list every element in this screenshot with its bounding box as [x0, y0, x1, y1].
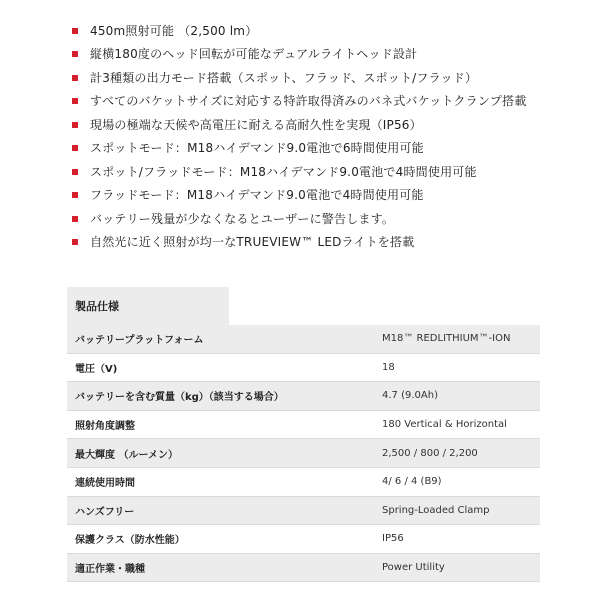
spec-row	[67, 439, 540, 468]
spec-row	[67, 554, 540, 583]
spec-value: 180 Vertical & Horizontal	[382, 419, 507, 431]
bullet-icon	[72, 145, 78, 151]
feature-item	[72, 184, 592, 208]
feature-item	[72, 113, 592, 137]
feature-item	[72, 160, 592, 184]
spec-key: 照射角度調整	[75, 421, 135, 433]
spec-value: Power Utility	[382, 562, 445, 574]
bullet-icon	[72, 98, 78, 104]
feature-text: 縦横180度のヘッド回転が可能なデュアルライトヘッド設計	[90, 47, 418, 62]
spec-value: Spring-Loaded Clamp	[382, 504, 490, 516]
bullet-icon	[72, 75, 78, 81]
spec-key: バッテリーを含む質量（kg）（該当する場合）	[75, 392, 284, 404]
spec-row	[67, 525, 540, 554]
feature-text: フラッドモード：M18ハイデマンド9.0電池で4時間使用可能	[90, 188, 424, 203]
feature-text: スポットモード：M18ハイデマンド9.0電池で6時間使用可能	[90, 141, 424, 156]
feature-item	[72, 19, 592, 43]
spec-row	[67, 468, 540, 497]
spec-row	[67, 382, 540, 411]
feature-item	[72, 66, 592, 90]
spec-key: 連続使用時間	[75, 478, 135, 490]
feature-text: すべてのバケットサイズに対応する特許取得済みのバネ式バケットクランプ搭載	[90, 94, 527, 109]
feature-text: バッテリー残量が少なくなるとユーザーに警告します。	[90, 211, 395, 226]
bullet-icon	[72, 169, 78, 175]
spec-key: 電圧（V)	[75, 363, 118, 375]
spec-header	[67, 287, 229, 325]
spec-table	[67, 287, 540, 582]
spec-key: 最大輝度 （ルーメン）	[75, 449, 178, 461]
bullet-icon	[72, 51, 78, 57]
spec-key: ハンズフリー	[75, 506, 135, 518]
feature-item	[72, 43, 592, 67]
feature-list	[72, 19, 592, 254]
feature-text: 計3種類の出力モード搭載（スポット、フラッド、スポット/フラッド）	[90, 70, 478, 85]
spec-title: 製品仕様	[75, 300, 119, 313]
feature-text: 自然光に近く照射が均一なTRUEVIEW™ LEDライトを搭載	[90, 235, 415, 250]
spec-value: 4/ 6 / 4 (B9)	[382, 476, 442, 488]
feature-item	[72, 231, 592, 255]
feature-item	[72, 137, 592, 161]
spec-value: M18™ REDLITHIUM™-ION	[382, 333, 511, 345]
spec-key: バッテリープラットフォーム	[75, 335, 204, 347]
spec-row	[67, 411, 540, 440]
spec-key: 適正作業・職種	[75, 564, 145, 576]
bullet-icon	[72, 28, 78, 34]
spec-value: 18	[382, 361, 395, 373]
spec-value: 2,500 / 800 / 2,200	[382, 447, 478, 459]
spec-row	[67, 325, 540, 354]
feature-text: 現場の極端な天候や高電圧に耐える高耐久性を実現（IP56）	[90, 117, 422, 132]
spec-row	[67, 497, 540, 526]
feature-item	[72, 90, 592, 114]
spec-value: 4.7 (9.0Ah)	[382, 390, 438, 402]
bullet-icon	[72, 192, 78, 198]
feature-text: 450m照射可能 （2,500 lm）	[90, 23, 258, 38]
spec-value: IP56	[382, 533, 404, 545]
bullet-icon	[72, 122, 78, 128]
spec-row	[67, 354, 540, 383]
bullet-icon	[72, 216, 78, 222]
feature-text: スポット/フラッドモード：M18ハイデマンド9.0電池で4時間使用可能	[90, 164, 477, 179]
spec-key: 保護クラス（防水性能）	[75, 535, 185, 547]
feature-item	[72, 207, 592, 231]
bullet-icon	[72, 239, 78, 245]
